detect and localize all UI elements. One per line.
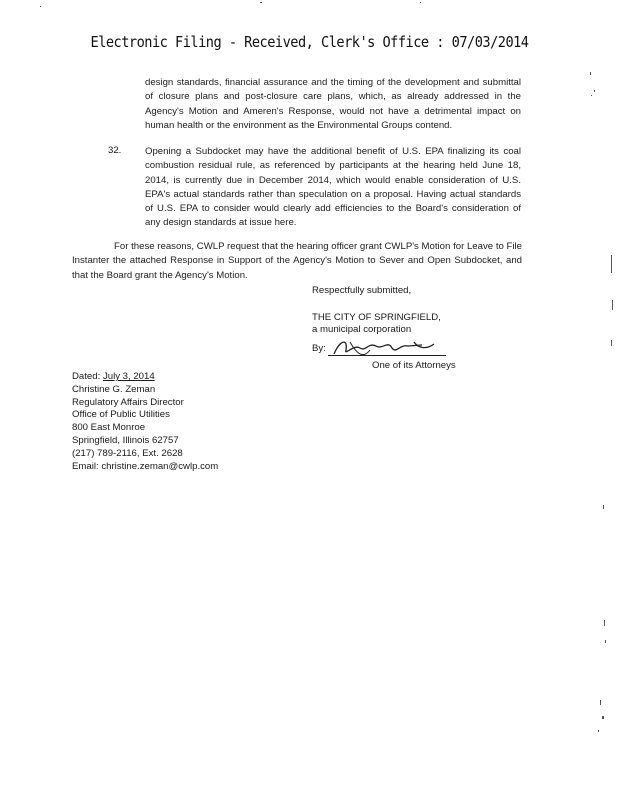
item-number: 32. [108, 145, 122, 156]
signature-entity-type: a municipal corporation [312, 324, 412, 335]
dated-label: Dated: [72, 371, 101, 382]
contact-street: 800 East Monroe [72, 422, 146, 434]
signature-role: One of its Attorneys [372, 360, 456, 371]
email-row [72, 461, 218, 474]
email-label: Email: [72, 460, 99, 472]
handwritten-signature [330, 336, 440, 360]
email-link[interactable]: christine.zeman@cwlp.com [101, 460, 219, 472]
dated-value: July 3, 2014 [102, 371, 155, 382]
filing-header: Electronic Filing - Received, Clerk's Office : 07/03/2014 [90, 33, 529, 51]
signature-closing: Respectfully submitted, [312, 285, 412, 296]
contact-phone: (217) 789-2116, Ext. 2628 [72, 447, 183, 459]
contact-name: Christine G. Zeman [72, 383, 156, 395]
signature-entity: THE CITY OF SPRINGFIELD, [312, 312, 441, 323]
dated-row [72, 371, 218, 384]
signature-line [328, 355, 446, 356]
paragraph-continued: design standards, financial assurance and the timing of the development and submittal of closure plans and post-closure care plans, which, as already addressed in the Agency's Motion and Ameren's Response, would not have a detrimental impact on human health or the environment as the Environmental Groups contend. [145, 77, 521, 131]
signature-by-label: By: [312, 343, 326, 354]
contact-city: Springfield, Illinois 62757 [72, 434, 179, 446]
contact-office: Office of Public Utilities [72, 409, 170, 421]
contact-block [72, 371, 218, 473]
paragraph-item-32: Opening a Subdocket may have the additional benefit of U.S. EPA finalizing its coal combustion residual rule, as referenced by participants at the hearing held June 18, 2014, is currently due in December 2014, which would enable consideration of U.S. EPA's actual standards rather than speculation on a proposal. Having actual standards of U.S. EPA to consider would clearly add efficiencies to the Board's consideration of any design standards at issue here. [145, 146, 521, 229]
contact-title: Regulatory Affairs Director [72, 396, 184, 408]
paragraph-reasons: For these reasons, CWLP request that the hearing officer grant CWLP's Motion for Leave to File Instanter the attached Response in Support of the Agency's Motion to Sever and Open Subdocket, and that the Board grant the Agency's Motion. [72, 241, 522, 281]
